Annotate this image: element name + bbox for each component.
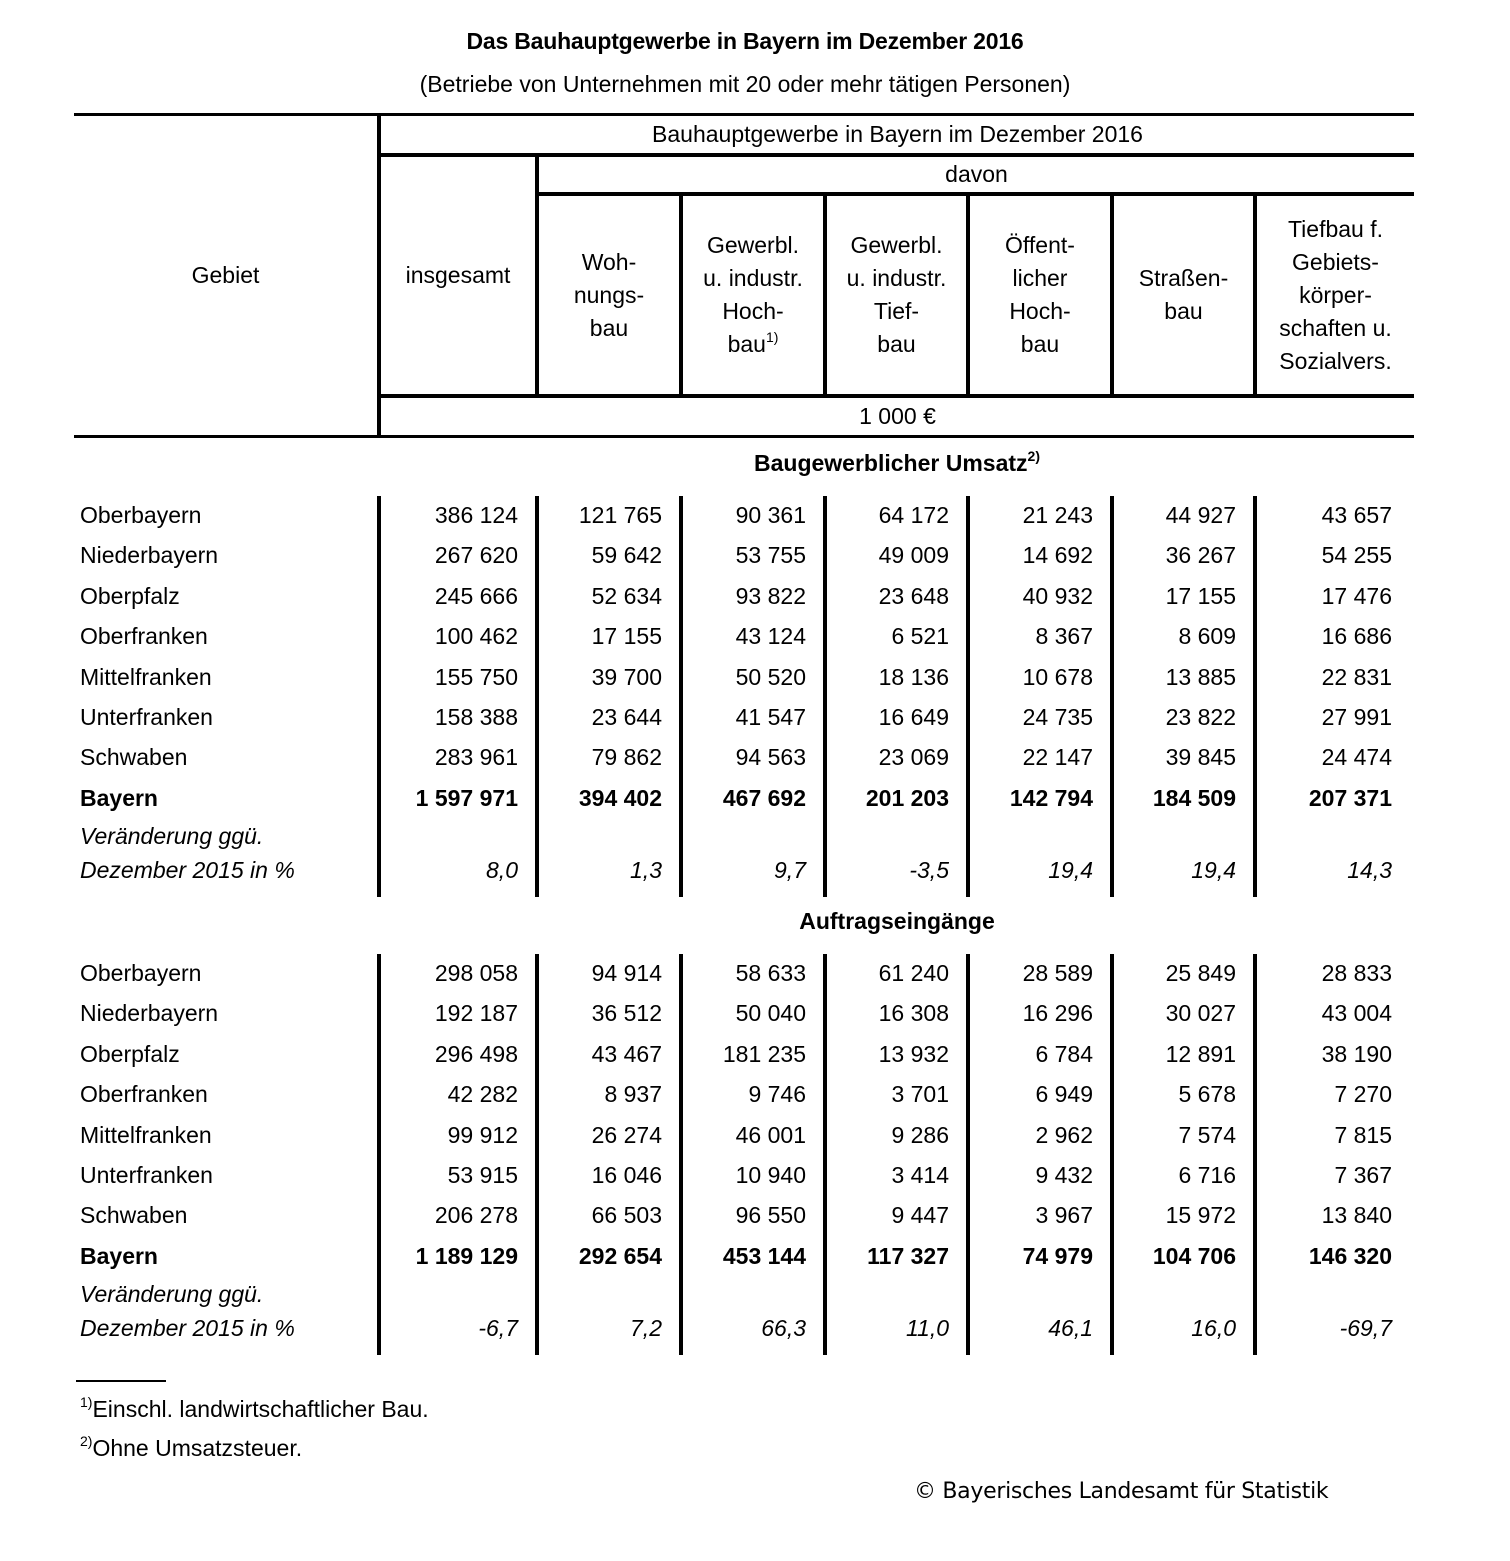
table-cell: 394 402	[578, 784, 662, 811]
footnote-ref: 1)	[765, 329, 779, 345]
page-title: Das Bauhauptgewerbe in Bayern im Dezember 2016	[466, 28, 1024, 54]
table-cell: 1,3	[630, 857, 662, 884]
table-cell: 96 550	[735, 1202, 806, 1229]
table-cell: 3 701	[891, 1081, 949, 1108]
table-row	[0, 623, 1510, 663]
table-cell: 142 794	[1009, 784, 1093, 811]
row-label: Bayern	[80, 1242, 158, 1269]
table-row	[0, 1162, 1510, 1202]
table-cell: 17 155	[591, 623, 662, 650]
header-col-line: Öffent-	[1005, 232, 1075, 258]
header-col-line: Woh-	[581, 248, 637, 275]
header-col-line: körper-	[1299, 281, 1372, 308]
header-col-line: Gewerbl.	[850, 232, 943, 258]
table-cell: 19,4	[1191, 857, 1236, 884]
row-label: Schwaben	[80, 744, 188, 771]
header-col-line: u. industr.	[703, 265, 803, 291]
table-cell: 16 296	[1022, 1000, 1093, 1027]
header-col-line	[703, 328, 803, 361]
table-cell: 117 327	[867, 1242, 949, 1269]
table-cell: 1 189 129	[415, 1242, 518, 1269]
section-title	[380, 450, 1414, 477]
header-bottom-rule	[74, 435, 1414, 438]
header-col-line: Sozialvers.	[1279, 347, 1392, 374]
row-label: Dezember 2015 in %	[80, 857, 295, 884]
table-cell: 8 367	[1035, 623, 1093, 650]
row-label: Veränderung ggü.	[80, 1281, 264, 1308]
header-col-line: Hoch-	[722, 298, 784, 324]
header-unit-label: 1 000 €	[859, 403, 936, 429]
table-cell: 61 240	[878, 960, 949, 986]
footnote-1	[80, 1396, 429, 1423]
footnote-ref: 2)	[1027, 448, 1040, 464]
table-row	[0, 744, 1510, 784]
section-title	[380, 908, 1414, 935]
table-cell: 3 414	[891, 1162, 949, 1188]
table-cell: -3,5	[909, 857, 949, 884]
header-col-line: nungs-	[573, 281, 645, 308]
table-cell: 42 282	[447, 1081, 518, 1108]
table-cell: 58 633	[735, 960, 806, 986]
table-cell: 99 912	[447, 1121, 518, 1148]
header-group-label: Bauhauptgewerbe in Bayern im Dezember 2016	[652, 121, 1143, 147]
table-cell: 14,3	[1347, 857, 1392, 884]
table-cell: 13 885	[1165, 663, 1236, 690]
table-cell: 9 447	[891, 1202, 949, 1229]
table-cell: 24 474	[1321, 744, 1392, 771]
table-row-change	[0, 857, 1510, 897]
table-cell: 49 009	[878, 542, 949, 569]
table-cell: 8 937	[604, 1081, 662, 1108]
table-cell: 23 648	[878, 582, 949, 609]
footnote-text: Einschl. landwirtschaftlicher Bau.	[92, 1396, 429, 1422]
table-cell: 12 891	[1165, 1040, 1236, 1067]
table-cell: 22 831	[1321, 663, 1392, 690]
header-col-line: Tief-	[873, 298, 920, 324]
footnote-mark: 2)	[80, 1433, 93, 1449]
header-col-text: bau	[727, 331, 766, 357]
table-cell: 8,0	[486, 857, 518, 884]
table-cell: 16 046	[591, 1162, 662, 1188]
table-cell: 267 620	[434, 542, 518, 569]
header-gebiet-label: Gebiet	[191, 262, 260, 288]
header-col-line: bau	[1020, 331, 1060, 357]
table-cell: 155 750	[434, 663, 518, 690]
table-cell: 28 833	[1321, 960, 1392, 986]
header-davon-label: davon	[945, 161, 1008, 187]
table-cell: 8 609	[1178, 623, 1236, 650]
table-cell: 53 755	[735, 542, 806, 569]
table-cell: 296 498	[434, 1040, 518, 1067]
table-row	[0, 542, 1510, 582]
copyright: © Bayerisches Landesamt für Statistik	[914, 1479, 1329, 1504]
table-cell: 7 270	[1334, 1081, 1392, 1108]
table-cell: 21 243	[1022, 502, 1093, 528]
row-label: Bayern	[80, 784, 158, 811]
table-cell: 386 124	[434, 502, 518, 528]
table-cell: 66 503	[591, 1202, 662, 1229]
table-row	[0, 502, 1510, 542]
table-cell: 181 235	[722, 1040, 806, 1067]
table-row	[0, 664, 1510, 704]
table-cell: 41 547	[735, 704, 806, 730]
table-cell: 121 765	[578, 502, 662, 528]
table-cell: 27 991	[1321, 704, 1392, 730]
row-label: Oberbayern	[80, 502, 202, 528]
table-cell: 146 320	[1308, 1242, 1392, 1269]
table-cell: 36 267	[1165, 542, 1236, 569]
row-label: Niederbayern	[80, 1000, 219, 1027]
table-cell: 79 862	[591, 744, 662, 771]
table-cell: 207 371	[1308, 784, 1392, 811]
row-label: Mittelfranken	[80, 663, 212, 690]
table-cell: 66,3	[761, 1315, 806, 1342]
table-cell: 6 949	[1035, 1081, 1093, 1108]
table-cell: 7 815	[1334, 1121, 1392, 1148]
table-cell: 18 136	[878, 663, 949, 690]
table-cell: 13 840	[1321, 1202, 1392, 1229]
row-label: Schwaben	[80, 1202, 188, 1229]
table-cell: 64 172	[878, 502, 949, 528]
section-title-text: Baugewerblicher Umsatz	[754, 450, 1028, 476]
table-row-total	[0, 1243, 1510, 1283]
header-col-line: Tiefbau f.	[1287, 215, 1384, 242]
footnote-mark: 1)	[80, 1394, 93, 1410]
header-col-insgesamt	[381, 157, 535, 394]
table-cell: 23 069	[878, 744, 949, 771]
table-cell: 94 914	[591, 960, 662, 986]
table-cell: 16 686	[1321, 623, 1392, 650]
footnote-2	[80, 1435, 302, 1462]
table-cell: 90 361	[735, 502, 806, 528]
table-cell: 9,7	[774, 857, 806, 884]
table-cell: 158 388	[434, 704, 518, 730]
table-row	[0, 1000, 1510, 1040]
table-cell: 7 574	[1178, 1121, 1236, 1148]
header-col-oeffentlicher-hochbau	[970, 196, 1110, 394]
table-cell: 201 203	[865, 784, 949, 811]
table-cell: 23 644	[591, 704, 662, 730]
table-row-total	[0, 785, 1510, 825]
table-cell: 11,0	[905, 1315, 949, 1342]
table-row	[0, 1081, 1510, 1121]
table-cell: 43 467	[591, 1040, 662, 1067]
header-col-tiefbau-gebietskoerperschaften	[1257, 196, 1414, 394]
table-cell: 36 512	[591, 1000, 662, 1027]
header-gebiet	[74, 116, 377, 435]
table-cell: 53 915	[447, 1162, 518, 1188]
table-cell: 74 979	[1022, 1242, 1093, 1269]
table-cell: 16 649	[878, 704, 949, 730]
table-cell: 44 927	[1165, 502, 1236, 528]
table-cell: 6 521	[891, 623, 949, 650]
table-cell: 7,2	[630, 1315, 662, 1342]
table-row	[0, 1041, 1510, 1081]
table-cell: 283 961	[434, 744, 518, 771]
table-cell: 19,4	[1048, 857, 1093, 884]
table-cell: 6 784	[1035, 1040, 1093, 1067]
table-cell: 14 692	[1022, 542, 1093, 569]
table-cell: 15 972	[1165, 1202, 1236, 1229]
table-cell: 292 654	[578, 1242, 662, 1269]
table-cell: 10 678	[1022, 663, 1093, 690]
header-col-line: bau	[877, 331, 916, 357]
footnote-rule	[76, 1380, 166, 1382]
table-cell: 104 706	[1152, 1242, 1236, 1269]
table-cell: 298 058	[434, 960, 518, 986]
table-cell: 5 678	[1178, 1081, 1236, 1108]
table-cell: 23 822	[1165, 704, 1236, 730]
table-cell: 93 822	[735, 582, 806, 609]
header-col-line: bau	[1164, 298, 1203, 324]
table-cell: 16 308	[878, 1000, 949, 1027]
table-cell: -69,7	[1339, 1315, 1392, 1342]
table-cell: 3 967	[1035, 1202, 1093, 1229]
table-cell: 43 004	[1321, 1000, 1392, 1027]
row-label: Dezember 2015 in %	[80, 1315, 295, 1342]
table-cell: 467 692	[722, 784, 806, 811]
header-col-line: bau	[589, 314, 629, 341]
header-unit	[381, 398, 1414, 435]
table-cell: 38 190	[1321, 1040, 1392, 1067]
table-cell: 54 255	[1321, 542, 1392, 569]
table-row-change	[0, 1315, 1510, 1355]
table-cell: 184 509	[1152, 784, 1236, 811]
table-cell: 1 597 971	[415, 784, 518, 811]
header-col-wohnungsbau	[539, 196, 679, 394]
row-label: Oberpfalz	[80, 582, 180, 609]
row-label: Unterfranken	[80, 1162, 213, 1188]
table-cell: 9 432	[1035, 1162, 1093, 1188]
table-row	[0, 583, 1510, 623]
row-label: Niederbayern	[80, 542, 219, 569]
table-row	[0, 1122, 1510, 1162]
row-label: Unterfranken	[80, 704, 213, 730]
header-col-line: Gebiets-	[1292, 248, 1379, 275]
table-cell: 2 962	[1035, 1121, 1093, 1148]
table-cell: 25 849	[1165, 960, 1236, 986]
table-cell: 46 001	[735, 1121, 806, 1148]
table-cell: 453 144	[722, 1242, 806, 1269]
header-davon	[539, 157, 1414, 192]
table-cell: 28 589	[1022, 960, 1093, 986]
header-col-line: Gewerbl.	[706, 232, 800, 258]
header-col-gewerbl-hochbau	[683, 196, 823, 394]
footnote-text: Ohne Umsatzsteuer.	[92, 1435, 303, 1461]
table-cell: 43 124	[735, 623, 806, 650]
row-label: Oberbayern	[80, 960, 202, 986]
header-col-line: licher	[1012, 265, 1068, 291]
table-cell: 52 634	[591, 582, 662, 609]
table-cell: 50 520	[735, 663, 806, 690]
table-row	[0, 1202, 1510, 1242]
header-col-strassenbau	[1114, 196, 1253, 394]
table-cell: 10 940	[735, 1162, 806, 1188]
page-subtitle: (Betriebe von Unternehmen mit 20 oder mehr tätigen Personen)	[419, 71, 1071, 97]
table-cell: 245 666	[434, 582, 518, 609]
table-row	[0, 704, 1510, 744]
table-cell: 59 642	[591, 542, 662, 569]
table-cell: 30 027	[1165, 1000, 1236, 1027]
table-cell: 7 367	[1334, 1162, 1392, 1188]
table-cell: 94 563	[735, 744, 806, 771]
table-row	[0, 960, 1510, 1000]
row-label: Oberfranken	[80, 1081, 208, 1108]
table-cell: 206 278	[434, 1202, 518, 1229]
row-label: Oberfranken	[80, 623, 208, 650]
section-title-text: Auftragseingänge	[799, 908, 995, 934]
table-cell: 22 147	[1022, 744, 1093, 771]
table-cell: 40 932	[1022, 582, 1093, 609]
table-cell: 13 932	[878, 1040, 949, 1067]
table-cell: 9 286	[891, 1121, 949, 1148]
table-cell: 26 274	[591, 1121, 662, 1148]
table-cell: 43 657	[1321, 502, 1392, 528]
table-cell: 192 187	[434, 1000, 518, 1027]
row-label: Veränderung ggü.	[80, 823, 264, 850]
table-cell: 17 476	[1321, 582, 1392, 609]
header-group	[381, 116, 1414, 153]
table-cell: -6,7	[478, 1315, 518, 1342]
header-col-line: Straßen-	[1138, 265, 1229, 291]
table-cell: 39 700	[591, 663, 662, 690]
header-col-line: insgesamt	[405, 262, 511, 288]
header-col-line: schaften u.	[1279, 314, 1392, 341]
row-label: Oberpfalz	[80, 1040, 180, 1067]
row-label: Mittelfranken	[80, 1121, 212, 1148]
table-cell: 16,0	[1191, 1315, 1236, 1342]
table-cell: 17 155	[1165, 582, 1236, 609]
header-col-line: Hoch-	[1009, 298, 1071, 324]
table-cell: 50 040	[735, 1000, 806, 1027]
table-cell: 46,1	[1048, 1315, 1093, 1342]
header-col-gewerbl-tiefbau	[827, 196, 966, 394]
table-cell: 100 462	[434, 623, 518, 650]
table-cell: 9 746	[748, 1081, 806, 1108]
table-cell: 39 845	[1165, 744, 1236, 771]
table-cell: 6 716	[1178, 1162, 1236, 1188]
header-col-line: u. industr.	[846, 265, 947, 291]
table-cell: 24 735	[1022, 704, 1093, 730]
